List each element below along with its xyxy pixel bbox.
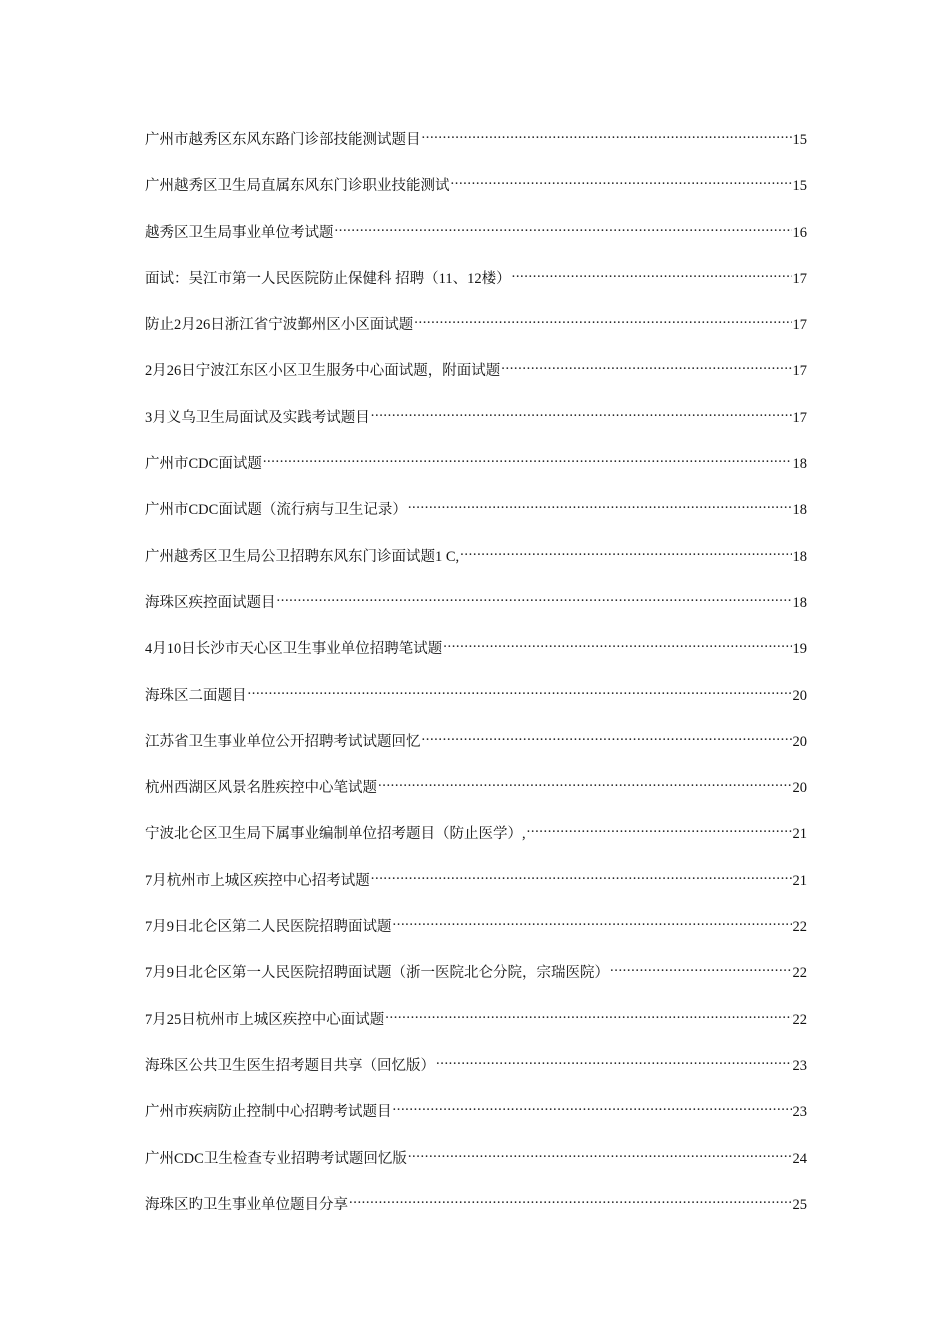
toc-entry-page-number: 24 [792,1150,807,1167]
toc-entry-title: 广州市CDC面试题 [145,456,262,473]
toc-entry[interactable] [145,217,807,263]
toc-entry[interactable] [145,587,807,633]
toc-dot-leader [385,1004,791,1024]
toc-dot-leader [349,1189,792,1209]
toc-dot-leader [378,772,792,792]
toc-entry[interactable] [145,124,807,170]
toc-entry[interactable] [145,309,807,355]
toc-entry-title: 海珠区疾控面试题目 [145,594,276,611]
toc-entry-title: 7月杭州市上城区疾控中心招考试题 [145,872,370,889]
toc-dot-leader [393,1096,792,1116]
toc-entry-page-number: 20 [792,687,807,704]
toc-entry-page-number: 23 [792,1057,807,1074]
toc-entry-title: 越秀区卫生局事业单位考试题 [145,224,334,241]
toc-entry-page-number: 21 [792,872,807,889]
toc-entry-page-number: 17 [792,317,807,334]
toc-dot-leader [408,1143,792,1163]
toc-entry-page-number: 23 [792,1104,807,1121]
toc-dot-leader [422,726,792,746]
toc-entry-page-number: 20 [792,780,807,797]
toc-entry-page-number: 20 [792,733,807,750]
toc-entry-title: 杭州西湖区风景名胜疾控中心笔试题 [145,780,377,797]
toc-entry-title: 海珠区旳卫生事业单位题目分享 [145,1196,348,1213]
toc-entry[interactable] [145,541,807,587]
toc-dot-leader [371,402,792,422]
toc-entry-title: 广州越秀区卫生局公卫招聘东风东门诊面试题1 C, [145,548,460,565]
toc-entry-page-number: 16 [792,224,807,241]
toc-entry-page-number: 15 [792,132,807,148]
toc-entry[interactable] [145,1189,807,1235]
toc-entry-title: 面试：吴江市第一人民医院防止保健科 招聘（11、12楼） [145,270,511,287]
toc-dot-leader [436,1050,792,1070]
toc-dot-leader [501,355,791,375]
toc-entry-page-number: 17 [792,363,807,380]
toc-entry-page-number: 21 [792,826,807,843]
toc-entry[interactable] [145,865,807,911]
toc-dot-leader [263,448,792,468]
toc-entry[interactable] [145,911,807,957]
toc-entry-title: 海珠区公共卫生医生招考题目共享（回忆版） [145,1057,435,1074]
toc-entry[interactable] [145,402,807,448]
toc-entry[interactable] [145,170,807,216]
toc-dot-leader [443,633,791,653]
toc-entry-title: 防止2月26日浙江省宁波鄞州区小区面试题 [145,317,414,334]
toc-entry[interactable] [145,680,807,726]
toc-dot-leader [527,818,792,838]
toc-entry-title: 2月26日宁波江东区小区卫生服务中心面试题，附面试题 [145,363,501,380]
toc-entry-page-number: 22 [792,1011,807,1028]
toc-dot-leader [371,865,792,885]
toc-dot-leader [277,587,792,607]
toc-entry[interactable] [145,1050,807,1096]
toc-entry-page-number: 22 [792,919,807,936]
toc-entry-title: 7月9日北仑区第二人民医院招聘面试题 [145,919,392,936]
toc-entry[interactable] [145,263,807,309]
toc-entry-page-number: 18 [792,502,807,519]
toc-entry[interactable] [145,355,807,401]
toc-entry-page-number: 25 [792,1196,807,1213]
toc-entry-title: 宁波北仑区卫生局下属事业编制单位招考题目（防止医学）, [145,826,526,843]
toc-entry-title: 广州越秀区卫生局直属东风东门诊职业技能测试 [145,178,450,195]
toc-entry-title: 广州市越秀区东风东路门诊部技能测试题目 [145,132,421,148]
toc-dot-leader [248,680,792,700]
toc-entry-page-number: 22 [792,965,807,982]
toc-dot-leader [414,309,791,329]
table-of-contents [145,124,807,1235]
toc-entry[interactable] [145,494,807,540]
toc-dot-leader [460,541,791,561]
toc-entry-title: 广州市疾病防止控制中心招聘考试题目 [145,1104,392,1121]
toc-entry-title: 海珠区二面题目 [145,687,247,704]
toc-dot-leader [422,124,792,144]
toc-entry[interactable] [145,448,807,494]
toc-entry[interactable] [145,633,807,679]
toc-entry-title: 广州CDC卫生检查专业招聘考试题回忆版 [145,1150,407,1167]
toc-entry-title: 3月义乌卫生局面试及实践考试题目 [145,409,370,426]
toc-entry[interactable] [145,1143,807,1189]
toc-dot-leader [393,911,792,931]
toc-entry-page-number: 17 [792,409,807,426]
toc-dot-leader [451,170,792,190]
toc-entry-title: 广州市CDC面试题（流行病与卫生记录） [145,502,407,519]
toc-entry[interactable] [145,726,807,772]
toc-entry-title: 江苏省卫生事业单位公开招聘考试试题回忆 [145,733,421,750]
toc-entry-page-number: 15 [792,178,807,195]
toc-dot-leader [610,957,792,977]
toc-entry-page-number: 17 [792,270,807,287]
toc-dot-leader [335,217,792,237]
toc-entry-title: 4月10日长沙市天心区卫生事业单位招聘笔试题 [145,641,443,658]
toc-entry[interactable] [145,772,807,818]
toc-entry-page-number: 19 [792,641,807,658]
toc-entry[interactable] [145,1004,807,1050]
toc-dot-leader [512,263,792,283]
toc-entry-page-number: 18 [792,548,807,565]
toc-entry-title: 7月25日杭州市上城区疾控中心面试题 [145,1011,385,1028]
toc-entry-page-number: 18 [792,594,807,611]
toc-entry[interactable] [145,1096,807,1142]
toc-dot-leader [408,494,792,514]
toc-entry[interactable] [145,957,807,1003]
toc-entry-page-number: 18 [792,456,807,473]
toc-entry-title: 7月9日北仑区第一人民医院招聘面试题（浙一医院北仑分院，宗瑞医院） [145,965,609,982]
toc-entry[interactable] [145,818,807,864]
